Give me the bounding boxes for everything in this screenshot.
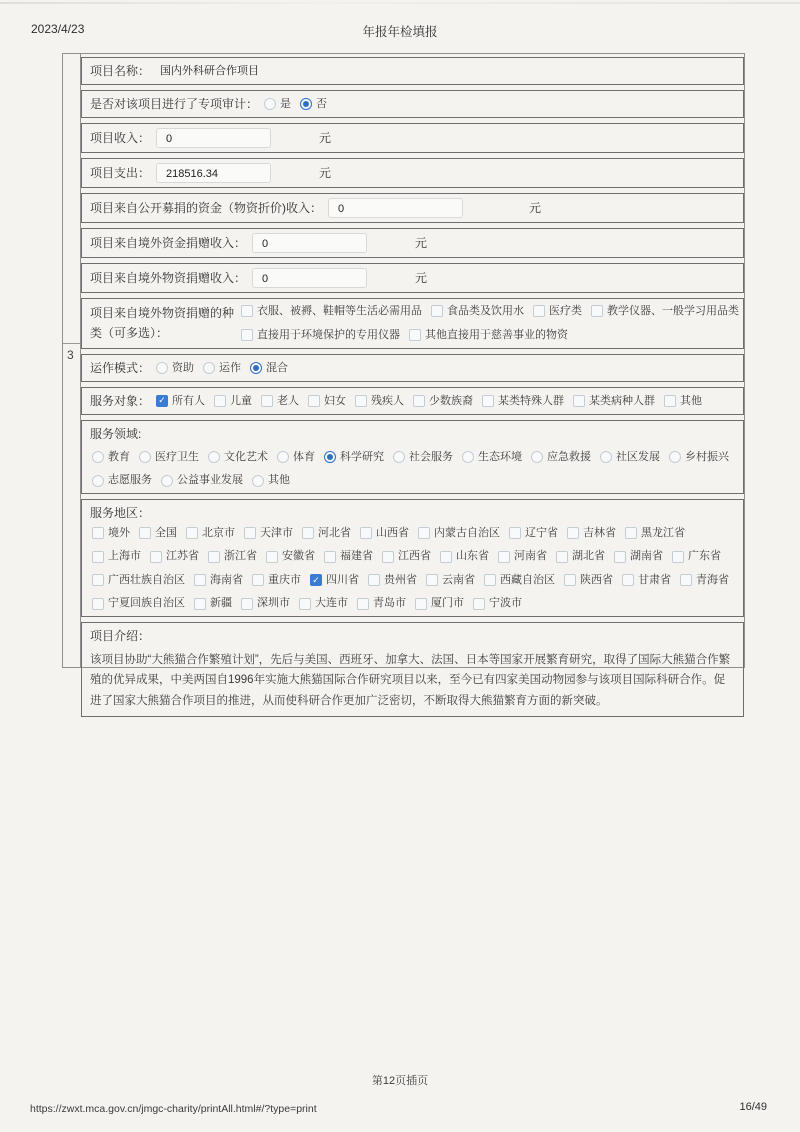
option-label: 青海省 [696, 573, 729, 586]
option-label: 海南省 [210, 573, 243, 586]
checkbox-option[interactable] [409, 327, 568, 344]
checkbox-icon[interactable] [241, 305, 253, 317]
option-line [92, 472, 735, 489]
checkbox-option[interactable] [564, 572, 613, 589]
row-project-expense [81, 158, 744, 188]
radio-checked-icon[interactable] [324, 451, 336, 463]
radio-icon[interactable] [203, 362, 215, 374]
radio-icon[interactable] [277, 451, 289, 463]
donation-goods-types-checkbox-group [241, 303, 739, 343]
checkbox-option[interactable] [92, 572, 185, 589]
option-label: 应急救援 [547, 450, 591, 463]
option-label: 辽宁省 [525, 526, 558, 539]
option-label: 山东省 [456, 550, 489, 563]
option-label: 广东省 [688, 550, 721, 563]
option-label: 上海市 [108, 550, 141, 563]
checkbox-option[interactable] [482, 393, 564, 410]
checkbox-icon[interactable] [214, 395, 226, 407]
option-label: 是 [280, 97, 292, 110]
scan-artifact-line [0, 2, 800, 4]
row-service-targets [81, 387, 744, 415]
public-fundraising-label: 项目来自公开募捐的资金（物资折价)收入： [90, 201, 322, 215]
option-label: 儿童 [230, 394, 253, 407]
option-label: 湖北省 [572, 550, 605, 563]
option-label: 新疆 [210, 597, 232, 610]
checkbox-icon[interactable] [308, 395, 320, 407]
checkbox-option[interactable] [194, 572, 243, 589]
option-line [92, 525, 735, 542]
checkbox-option[interactable] [484, 572, 555, 589]
option-label: 广西壮族自治区 [108, 573, 185, 586]
option-label: 其他直接用于慈善事业的物资 [425, 328, 568, 341]
checkbox-icon[interactable] [440, 551, 452, 563]
checkbox-icon[interactable] [473, 598, 485, 610]
option-label: 湖南省 [630, 550, 663, 563]
checkbox-option[interactable] [591, 303, 739, 320]
checkbox-icon[interactable] [556, 551, 568, 563]
checkbox-option[interactable] [418, 525, 500, 542]
option-line [92, 572, 735, 589]
checkbox-icon[interactable] [413, 395, 425, 407]
checkbox-option[interactable] [266, 548, 315, 565]
checkbox-icon[interactable] [194, 574, 206, 586]
checkbox-option[interactable] [498, 548, 547, 565]
radio-option[interactable] [531, 449, 591, 466]
option-label: 宁波市 [489, 597, 522, 610]
option-line [156, 393, 711, 410]
option-label: 文化艺术 [224, 450, 268, 463]
option-label: 四川省 [326, 573, 359, 586]
checkbox-option[interactable] [382, 548, 431, 565]
checkbox-option[interactable] [431, 303, 524, 320]
checkbox-icon[interactable] [431, 305, 443, 317]
row-service-fields [81, 420, 744, 494]
checkbox-icon[interactable] [261, 395, 273, 407]
option-label: 大连市 [315, 597, 348, 610]
option-label: 志愿服务 [108, 474, 152, 487]
print-header [0, 22, 800, 40]
checkbox-icon[interactable] [368, 574, 380, 586]
option-line [156, 360, 297, 377]
radio-option[interactable] [600, 449, 660, 466]
checkbox-option[interactable] [360, 525, 409, 542]
checkbox-icon[interactable] [355, 395, 367, 407]
option-label: 某类病种人群 [589, 394, 656, 407]
option-label: 教学仪器、一般学习用品类 [607, 305, 739, 317]
row-public-fundraising-income [81, 193, 744, 223]
checkbox-option[interactable] [92, 525, 130, 542]
checkbox-option[interactable] [302, 525, 351, 542]
checkbox-option[interactable] [299, 595, 348, 612]
radio-icon[interactable] [92, 451, 104, 463]
option-label: 厦门市 [431, 597, 464, 610]
project-form-table [62, 53, 745, 708]
row-project-income [81, 123, 744, 153]
radio-icon[interactable] [600, 451, 612, 463]
service-fields-label: 服务领域: [90, 426, 142, 441]
row-project-name [81, 57, 744, 85]
service-regions-label: 服务地区： [90, 505, 151, 520]
checkbox-option[interactable] [625, 525, 685, 542]
checkbox-checked-icon[interactable] [156, 395, 168, 407]
checkbox-option[interactable] [614, 548, 663, 565]
option-label: 西藏自治区 [500, 573, 555, 586]
checkbox-option[interactable] [426, 572, 475, 589]
radio-option[interactable] [208, 449, 268, 466]
checkbox-option[interactable] [92, 548, 141, 565]
option-label: 否 [316, 97, 328, 110]
option-label: 北京市 [202, 526, 235, 539]
option-label: 宁夏回族自治区 [108, 597, 185, 610]
overseas-goods-input[interactable]: 0 [252, 268, 367, 288]
page-indicator: 16/49 [739, 1101, 767, 1113]
checkbox-option[interactable] [208, 548, 257, 565]
radio-option[interactable] [92, 472, 152, 489]
checkbox-icon[interactable] [357, 598, 369, 610]
checkbox-option[interactable] [194, 595, 232, 612]
option-label: 某类特殊人群 [498, 394, 565, 407]
row-operation-mode [81, 354, 744, 382]
checkbox-icon[interactable] [150, 551, 162, 563]
checkbox-icon[interactable] [426, 574, 438, 586]
option-label: 浙江省 [224, 550, 257, 563]
checkbox-icon[interactable] [241, 598, 253, 610]
checkbox-icon[interactable] [241, 329, 253, 341]
public-fundraising-input[interactable]: 0 [328, 198, 463, 218]
checkbox-icon[interactable] [360, 527, 372, 539]
option-label: 天津市 [260, 526, 293, 539]
checkbox-option[interactable] [509, 525, 558, 542]
checkbox-icon[interactable] [244, 527, 256, 539]
row-special-audit [81, 90, 744, 118]
page-title: 年报年检填报 [362, 25, 438, 39]
checkbox-option[interactable] [473, 595, 522, 612]
radio-option[interactable] [252, 472, 290, 489]
overseas-funds-input[interactable]: 0 [252, 233, 367, 253]
checkbox-icon[interactable] [591, 305, 603, 317]
option-label: 陕西省 [580, 573, 613, 586]
overseas-goods-unit-label: 元 [415, 271, 428, 285]
radio-icon[interactable] [252, 475, 264, 487]
print-source-url: https://zwxt.mca.gov.cn/jmgc-charity/printAll.html#/?type=print [30, 1103, 317, 1115]
row-overseas-funds-income [81, 228, 744, 258]
checkbox-option[interactable] [241, 303, 422, 320]
checkbox-option[interactable] [533, 303, 582, 320]
checkbox-option[interactable] [622, 572, 671, 589]
checkbox-option[interactable] [241, 595, 290, 612]
checkbox-option[interactable] [556, 548, 605, 565]
checkbox-icon[interactable] [324, 551, 336, 563]
checkbox-option[interactable] [261, 393, 299, 410]
checkbox-option[interactable] [241, 327, 400, 344]
option-line [92, 595, 735, 612]
checkbox-option[interactable] [368, 572, 417, 589]
overseas-funds-label: 项目来自境外资金捐赠收入： [90, 236, 247, 250]
service-fields-radio-group [90, 449, 735, 489]
option-label: 医疗卫生 [155, 450, 199, 463]
radio-icon[interactable] [208, 451, 220, 463]
checkbox-option[interactable] [150, 548, 199, 565]
option-label: 食品类及饮用水 [447, 305, 524, 317]
option-line [92, 449, 735, 466]
radio-option[interactable] [277, 449, 315, 466]
option-label: 社区发展 [616, 450, 660, 463]
project-income-label: 项目收入： [90, 131, 151, 145]
option-label: 妇女 [324, 394, 347, 407]
checkbox-icon[interactable] [498, 551, 510, 563]
option-label: 青岛市 [373, 597, 406, 610]
row-project-intro [81, 622, 744, 717]
checkbox-option[interactable] [664, 393, 702, 410]
option-label: 衣服、被褥、鞋帽等生活必需用品 [257, 305, 422, 317]
option-line [92, 548, 735, 565]
form-rows [81, 54, 744, 708]
checkbox-option[interactable] [139, 525, 177, 542]
option-label: 生态环境 [478, 450, 522, 463]
checkbox-option[interactable] [573, 393, 655, 410]
option-label: 老人 [277, 394, 300, 407]
row-service-regions [81, 499, 744, 617]
option-line [241, 303, 739, 320]
row-number: 3 [67, 348, 74, 362]
option-label: 云南省 [442, 573, 475, 586]
project-name-value: 国内外科研合作项目 [160, 64, 260, 77]
checkbox-icon[interactable] [139, 527, 151, 539]
checkbox-icon[interactable] [252, 574, 264, 586]
checkbox-option[interactable] [214, 393, 252, 410]
radio-option[interactable] [264, 96, 291, 113]
option-label: 其他 [268, 474, 290, 487]
option-label: 江苏省 [166, 550, 199, 563]
checkbox-icon[interactable] [186, 527, 198, 539]
service-targets-label: 服务对象： [90, 393, 151, 408]
checkbox-icon[interactable] [680, 574, 692, 586]
checkbox-icon[interactable] [302, 527, 314, 539]
option-label: 河南省 [514, 550, 547, 563]
option-label: 安徽省 [282, 550, 315, 563]
radio-option[interactable] [161, 472, 243, 489]
radio-checked-icon[interactable] [300, 98, 312, 110]
project-intro-label: 项目介绍： [90, 628, 151, 643]
project-expense-label: 项目支出： [90, 166, 151, 180]
radio-icon[interactable] [264, 98, 276, 110]
income-unit-label: 元 [319, 131, 332, 145]
operation-mode-radio-group [156, 360, 297, 377]
checkbox-icon[interactable] [382, 551, 394, 563]
radio-icon[interactable] [161, 475, 173, 487]
checkbox-icon[interactable] [567, 527, 579, 539]
option-line [264, 96, 336, 113]
project-name-label: 项目名称： [90, 64, 151, 78]
checkbox-icon[interactable] [92, 527, 104, 539]
radio-option[interactable] [92, 449, 130, 466]
checkbox-option[interactable] [440, 548, 489, 565]
service-regions-checkbox-group [90, 525, 735, 612]
checkbox-icon[interactable] [208, 551, 220, 563]
radio-icon[interactable] [156, 362, 168, 374]
checkbox-icon[interactable] [622, 574, 634, 586]
insert-page-note: 第12页插页 [371, 1075, 429, 1087]
row-number-divider [63, 343, 80, 344]
row-overseas-goods-income [81, 263, 744, 293]
checkbox-option[interactable] [357, 595, 406, 612]
option-label: 深圳市 [257, 597, 290, 610]
checkbox-option[interactable] [156, 393, 205, 410]
radio-icon[interactable] [92, 475, 104, 487]
operation-mode-label: 运作模式： [90, 360, 151, 375]
checkbox-icon[interactable] [509, 527, 521, 539]
option-label: 科学研究 [340, 450, 384, 463]
radio-icon[interactable] [462, 451, 474, 463]
option-label: 乡村振兴 [685, 450, 729, 463]
radio-option[interactable] [669, 449, 729, 466]
radio-option[interactable] [139, 449, 199, 466]
option-label: 福建省 [340, 550, 373, 563]
checkbox-icon[interactable] [194, 598, 206, 610]
project-income-input[interactable]: 0 [156, 128, 271, 148]
option-label: 教育 [108, 450, 130, 463]
checkbox-option[interactable] [92, 595, 185, 612]
option-label: 社会服务 [409, 450, 453, 463]
option-label: 全国 [155, 526, 177, 539]
checkbox-option[interactable] [355, 393, 404, 410]
radio-icon[interactable] [669, 451, 681, 463]
checkbox-option[interactable] [413, 393, 473, 410]
option-line [241, 327, 735, 344]
project-expense-input[interactable]: 218516.34 [156, 163, 271, 183]
checkbox-option[interactable] [252, 572, 301, 589]
option-label: 医疗类 [549, 305, 582, 317]
checkbox-icon[interactable] [482, 395, 494, 407]
expense-unit-label: 元 [319, 166, 332, 180]
radio-option[interactable] [156, 360, 194, 377]
radio-option[interactable] [393, 449, 453, 466]
option-label: 重庆市 [268, 573, 301, 586]
checkbox-icon[interactable] [418, 527, 430, 539]
option-label: 运作 [219, 361, 242, 374]
overseas-funds-unit-label: 元 [415, 236, 428, 250]
checkbox-option[interactable] [415, 595, 464, 612]
radio-option[interactable] [250, 360, 288, 377]
checkbox-icon[interactable] [92, 551, 104, 563]
radio-icon[interactable] [393, 451, 405, 463]
checkbox-icon[interactable] [533, 305, 545, 317]
option-label: 公益事业发展 [177, 474, 243, 487]
option-label: 山西省 [376, 526, 409, 539]
radio-option[interactable] [203, 360, 241, 377]
radio-checked-icon[interactable] [250, 362, 262, 374]
checkbox-option[interactable] [680, 572, 729, 589]
option-label: 贵州省 [384, 573, 417, 586]
checkbox-option[interactable] [567, 525, 616, 542]
checkbox-option[interactable] [308, 393, 346, 410]
option-label: 黑龙江省 [641, 526, 685, 539]
checkbox-option[interactable] [672, 548, 721, 565]
checkbox-icon[interactable] [573, 395, 585, 407]
row-donation-goods-types [81, 298, 744, 349]
option-label: 混合 [266, 361, 289, 374]
checkbox-icon[interactable] [672, 551, 684, 563]
option-label: 江西省 [398, 550, 431, 563]
checkbox-icon[interactable] [266, 551, 278, 563]
option-label: 河北省 [318, 526, 351, 539]
checkbox-checked-icon[interactable] [310, 574, 322, 586]
row-number-column [63, 54, 81, 667]
checkbox-option[interactable] [324, 548, 373, 565]
option-label: 内蒙古自治区 [434, 526, 500, 539]
checkbox-icon[interactable] [299, 598, 311, 610]
checkbox-option[interactable] [244, 525, 293, 542]
special-audit-label: 是否对该项目进行了专项审计： [90, 97, 259, 111]
option-label: 资助 [172, 361, 195, 374]
checkbox-option[interactable] [186, 525, 235, 542]
option-label: 其他 [680, 394, 703, 407]
special-audit-radio-group [264, 96, 336, 113]
radio-option[interactable] [462, 449, 522, 466]
overseas-goods-label: 项目来自境外物资捐赠收入： [90, 271, 247, 285]
radio-icon[interactable] [139, 451, 151, 463]
checkbox-icon[interactable] [92, 598, 104, 610]
service-targets-checkbox-group [156, 393, 711, 410]
radio-icon[interactable] [531, 451, 543, 463]
print-date: 2023/4/23 [31, 22, 85, 36]
public-fundraising-unit-label: 元 [529, 201, 542, 215]
checkbox-icon[interactable] [409, 329, 421, 341]
checkbox-option[interactable] [310, 572, 359, 589]
checkbox-icon[interactable] [484, 574, 496, 586]
project-intro-text: 该项目协助“大熊猫合作繁殖计划”，先后与美国、西班牙、加拿大、法国、日本等国家开展繁育研究，取得了国际大熊猫合作繁殖的优异成果，中美两国自1996年实施大熊猫国际合作研究项目以来，至今已有四家美国动物园参与该项目国际科研合作。促进了国家大熊猫合作项目的推进，从而使科研合作更加广泛密切，不断取得大熊猫繁育方面的新突破。 [90, 653, 731, 708]
option-label: 甘肃省 [638, 573, 671, 586]
radio-option[interactable] [300, 96, 327, 113]
option-label: 体育 [293, 450, 315, 463]
checkbox-icon[interactable] [564, 574, 576, 586]
option-label: 境外 [108, 526, 130, 539]
option-label: 所有人 [172, 394, 206, 407]
option-label: 直接用于环境保护的专用仪器 [257, 328, 400, 341]
donation-goods-types-label: 项目来自境外物资捐赠的种类（可多选）： [90, 306, 235, 341]
option-label: 残疾人 [371, 394, 405, 407]
checkbox-icon[interactable] [92, 574, 104, 586]
option-label: 少数族裔 [429, 394, 474, 407]
radio-option[interactable] [324, 449, 384, 466]
checkbox-icon[interactable] [614, 551, 626, 563]
checkbox-icon[interactable] [664, 395, 676, 407]
checkbox-icon[interactable] [625, 527, 637, 539]
option-label: 吉林省 [583, 526, 616, 539]
checkbox-icon[interactable] [415, 598, 427, 610]
